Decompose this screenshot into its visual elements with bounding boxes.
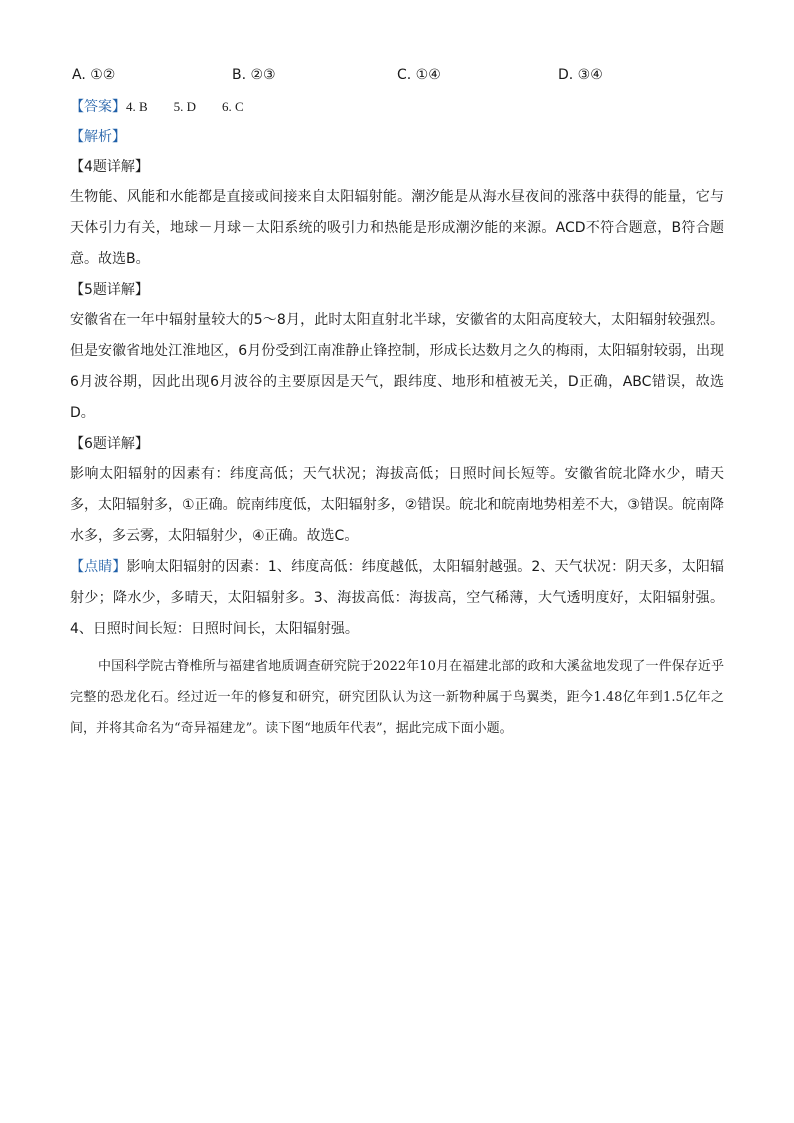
q6-heading: 【6题详解】: [70, 436, 149, 452]
q5-explanation: 安徽省在一年中辐射量较大的5～8月，此时太阳直射北半球，安徽省的太阳高度较大，太阳辐射较强烈。但是安徽省地处江淮地区，6月份受到江南准静止锋控制，形成长达数月之久的梅雨，太阳辐射较弱，出现6月波谷期，因此出现6月波谷的主要原因是天气，跟纬度、地形和植被无关，D正确，ABC错误，故选D。: [70, 312, 724, 421]
answer-values: 4. B 5. D 6. C: [126, 99, 244, 114]
option-c[interactable]: C. ①④: [397, 67, 441, 83]
analysis-tag: 【解析】: [70, 129, 126, 145]
answer-options: [70, 58, 724, 92]
q5-heading: 【5题详解】: [70, 282, 149, 298]
answer-line: [70, 92, 724, 122]
q4-explanation: 生物能、风能和水能都是直接或间接来自太阳辐射能。潮汐能是从海水昼夜间的涨落中获得的能量，它与天体引力有关，地球－月球－太阳系统的吸引力和热能是形成潮汐能的来源。ACD不符合题意，B符合题意。故选B。: [70, 189, 724, 267]
q4-heading: 【4题详解】: [70, 159, 149, 175]
tip-tag: 【点睛】: [70, 559, 127, 575]
option-d[interactable]: D. ③④: [558, 67, 603, 83]
tip-text: 影响太阳辐射的因素：1、纬度高低：纬度越低，太阳辐射越强。2、天气状况：阴天多，太阳辐射少；降水少，多晴天，太阳辐射多。3、海拔高低：海拔高，空气稀薄，大气透明度好，太阳辐射强。4、日照时间长短：日照时间长，太阳辐射强。: [70, 559, 725, 637]
tip-paragraph: [70, 552, 724, 645]
answer-tag: 【答案】: [70, 99, 126, 115]
option-a[interactable]: A. ①②: [72, 67, 116, 83]
reading-passage: 中国科学院古脊椎所与福建省地质调查研究院于2022年10月在福建北部的政和大溪盆地发现了一件保存近乎完整的恐龙化石。经过近一年的修复和研究，研究团队认为这一新物种属于鸟翼类，距今1.48亿年到1.5亿年之间，并将其命名为“奇异福建龙”。读下图“地质年代表”，据此完成下面小题。: [70, 659, 724, 736]
option-b[interactable]: B. ②③: [232, 67, 276, 83]
analysis-line: [70, 122, 724, 152]
document-page: [70, 58, 724, 744]
q6-explanation: 影响太阳辐射的因素有：纬度高低；天气状况；海拔高低；日照时间长短等。安徽省皖北降水少，晴天多，太阳辐射多，①正确。皖南纬度低，太阳辐射多，②错误。皖北和皖南地势相差不大，③错误。皖南降水多，多云雾，太阳辐射少，④正确。故选C。: [70, 466, 724, 544]
